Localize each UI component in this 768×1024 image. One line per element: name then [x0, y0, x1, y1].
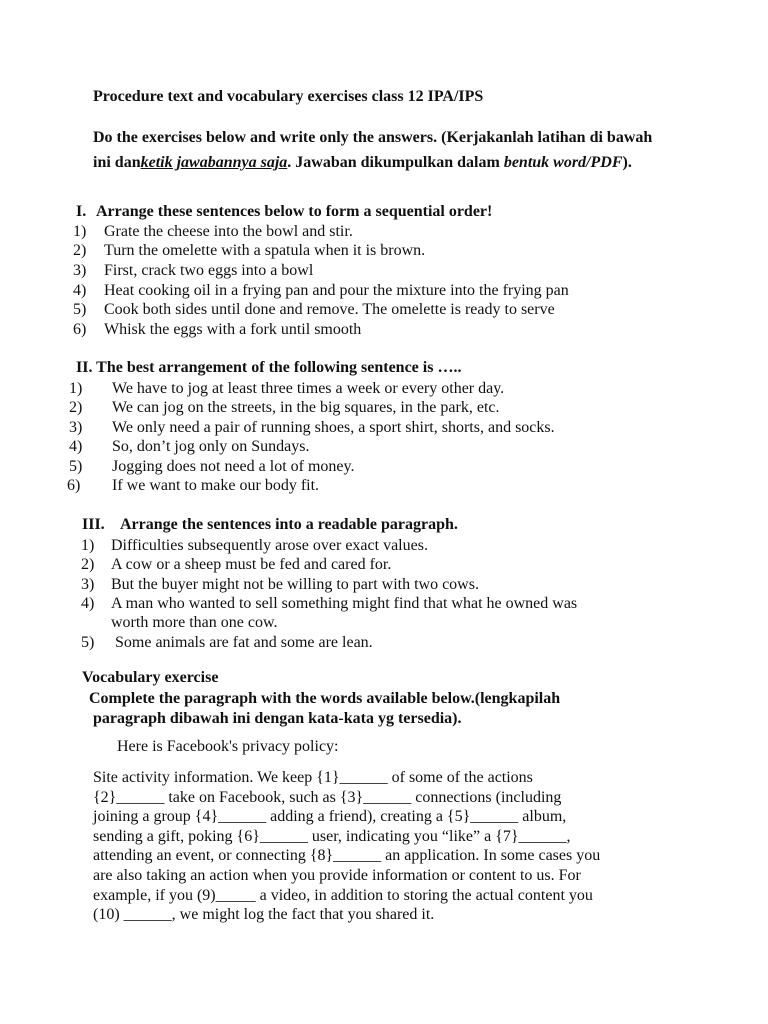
item-number: 3): [69, 419, 83, 436]
paragraph-line: sending a gift, poking {6}______ user, indicating you “like” a {7}______,: [93, 827, 571, 845]
section2-heading: II. The best arrangement of the following sentence is …..: [76, 359, 462, 376]
item-text: Jogging does not need a lot of money.: [112, 458, 355, 475]
vocab-instructions: [89, 689, 649, 729]
item-number: 1): [81, 537, 95, 554]
item-number: 2): [81, 556, 95, 573]
item-text: Turn the omelette with a spatula when it is brown.: [104, 242, 426, 259]
paragraph-line: example, if you (9)_____ a video, in addition to storing the actual content you: [93, 886, 593, 904]
vocab-instructions-line1: Complete the paragraph with the words available below.(lengkapilah: [89, 690, 561, 707]
privacy-policy-title: Here is Facebook's privacy policy:: [117, 738, 339, 755]
item-text: A man who wanted to sell something might find that what he owned was: [111, 595, 578, 612]
page-title: Procedure text and vocabulary exercises class 12 IPA/IPS: [93, 88, 484, 105]
vocab-title: Vocabulary exercise: [82, 669, 219, 686]
item-text: Whisk the eggs with a fork until smooth: [104, 321, 362, 338]
section1-heading: [76, 203, 492, 221]
paragraph-line: Site activity information. We keep {1}______ of some of the actions: [93, 769, 533, 786]
item-number: 3): [73, 262, 87, 279]
item-number: 1): [73, 223, 87, 240]
section1-roman: I.: [76, 203, 87, 220]
item-text: We only need a pair of running shoes, a sport shirt, shorts, and socks.: [112, 419, 555, 436]
item-text: We have to jog at least three times a week or every other day.: [112, 380, 505, 397]
item-number: 5): [73, 301, 87, 318]
item-number: 6): [73, 321, 87, 338]
item-number: 1): [69, 380, 83, 397]
item-text-continuation: worth more than one cow.: [111, 614, 278, 631]
item-text: Difficulties subsequently arose over exact values.: [111, 537, 428, 554]
item-text: Cook both sides until done and remove. The omelette is ready to serve: [104, 301, 555, 318]
paragraph-line: are also taking an action when you provide information or content to us. For: [93, 866, 581, 884]
vocab-instructions-line2: paragraph dibawah ini dengan kata-kata yg tersedia).: [93, 710, 462, 727]
item-number: 5): [81, 634, 95, 651]
instructions-emph: bentuk word/PDF: [503, 154, 623, 171]
item-number: 4): [69, 438, 83, 455]
item-text: Some animals are fat and some are lean.: [115, 634, 373, 651]
section1-heading-text: Arrange these sentences below to form a sequential order!: [96, 203, 493, 220]
item-text: First, crack two eggs into a bowl: [104, 262, 314, 279]
item-text: So, don’t jog only on Sundays.: [112, 438, 310, 455]
item-number: 4): [73, 282, 87, 299]
item-number: 4): [81, 595, 95, 612]
section3-heading-text: Arrange the sentences into a readable paragraph.: [120, 516, 458, 533]
instructions-part3: ).: [622, 154, 632, 171]
item-text: A cow or a sheep must be fed and cared for.: [111, 556, 392, 573]
item-text: Grate the cheese into the bowl and stir.: [104, 223, 353, 240]
item-number: 5): [69, 458, 83, 475]
item-number: 2): [73, 242, 87, 259]
item-text: We can jog on the streets, in the big squares, in the park, etc.: [112, 399, 500, 416]
instructions-part1: Do the exercises below and write only the answers. (Kerjakanlah latihan di bawah ini dan: [93, 129, 653, 171]
paragraph-line: attending an event, or connecting {8}______ an application. In some cases you: [93, 847, 601, 865]
privacy-paragraph: [93, 768, 673, 925]
item-number: 2): [69, 399, 83, 416]
item-text: If we want to make our body fit.: [112, 477, 320, 494]
paragraph-line: {2}______ take on Facebook, such as {3}______ connections (including: [93, 788, 562, 806]
instructions-link-text: ketik jawabannya saja: [140, 154, 288, 171]
item-number: 3): [81, 576, 95, 593]
item-number: 6): [67, 477, 81, 494]
paragraph-line: (10) ______, we might log the fact that you shared it.: [93, 906, 435, 924]
item-text: But the buyer might not be willing to part with two cows.: [111, 576, 479, 593]
section3-roman: III.: [82, 516, 105, 533]
instructions-part2: . Jawaban dikumpulkan dalam: [287, 154, 504, 171]
item-text: Heat cooking oil in a frying pan and pour the mixture into the frying pan: [104, 282, 569, 299]
paragraph-line: joining a group {4}______ adding a friend), creating a {5}______ album,: [93, 808, 567, 826]
instructions: [93, 125, 653, 175]
section3-heading: [82, 516, 458, 534]
